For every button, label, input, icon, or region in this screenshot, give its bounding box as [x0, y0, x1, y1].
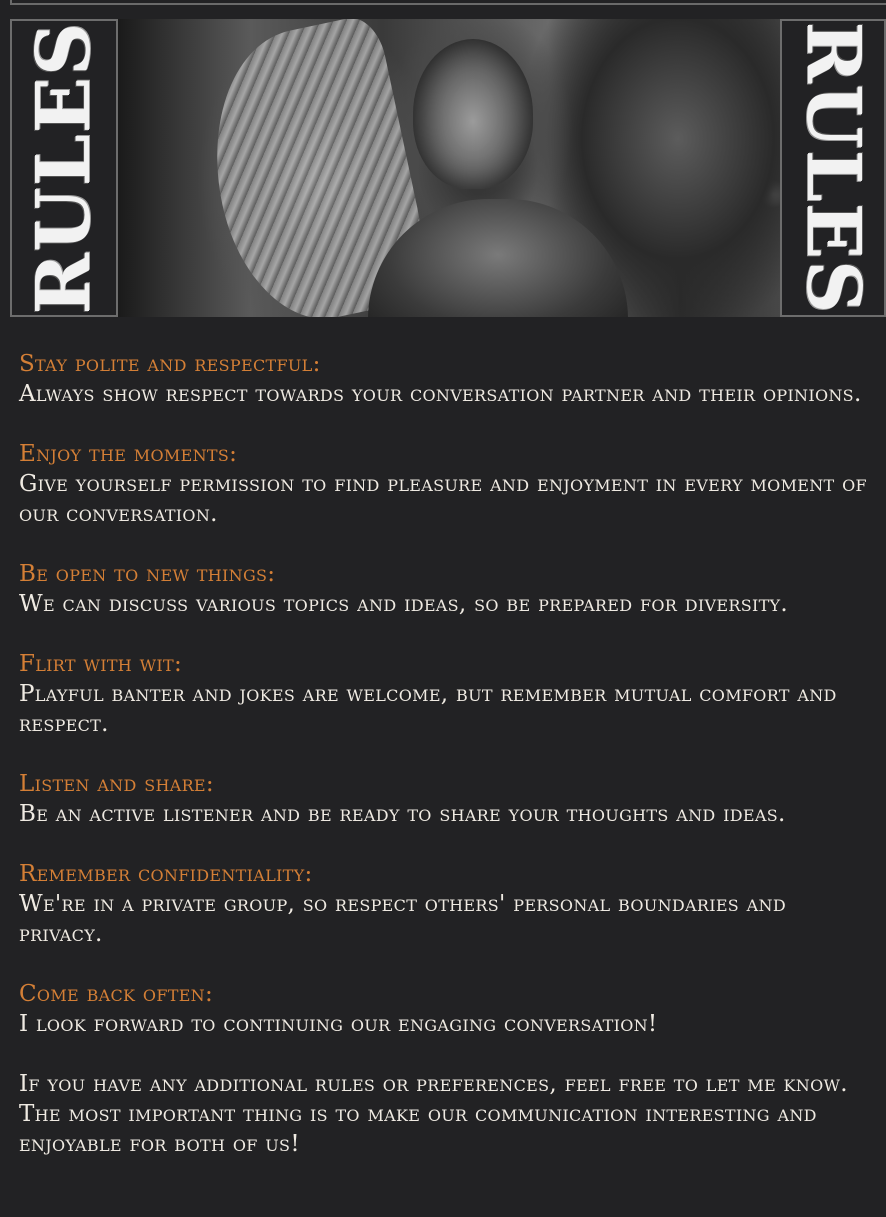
rule-text: Always show respect towards your conversation partner and their opinions. [19, 381, 862, 407]
rule-item [19, 439, 869, 529]
rule-heading: Be open to new things: [19, 561, 276, 587]
rule-heading: Listen and share: [19, 771, 214, 797]
rules-label-left-panel [10, 19, 118, 317]
rule-item [19, 649, 869, 739]
rule-text: I look forward to continuing our engaging conversation! [19, 1011, 658, 1037]
rule-text: We can discuss various topics and ideas, so be prepared for diversity. [19, 591, 789, 617]
angel-statue-photo [118, 19, 780, 317]
rule-text: Be an active listener and be ready to share your thoughts and ideas. [19, 801, 786, 827]
rule-heading: Stay polite and respectful: [19, 351, 321, 377]
rule-heading: Remember confidentiality: [19, 861, 313, 887]
rule-heading: Flirt with wit: [19, 651, 183, 677]
rules-banner [10, 19, 886, 317]
rule-text: Give yourself permission to find pleasure and enjoyment in every moment of our conversation. [19, 471, 867, 527]
rule-item [19, 769, 869, 829]
rule-item [19, 979, 869, 1039]
rule-heading: Enjoy the moments: [19, 441, 238, 467]
rules-label-left: RULES [21, 21, 107, 315]
rule-item [19, 859, 869, 949]
rule-item [19, 349, 869, 409]
closing-paragraph: If you have any additional rules or preferences, feel free to let me know. The most important thing is to make our communication interesting and enjoyable for both of us! [19, 1071, 848, 1157]
rules-list [19, 349, 869, 1159]
rule-heading: Come back often: [19, 981, 214, 1007]
rule-text: We're in a private group, so respect others' personal boundaries and privacy. [19, 891, 786, 947]
statue-head [413, 39, 533, 189]
rules-label-right: RULES [790, 21, 876, 315]
rule-item [19, 559, 869, 619]
top-divider [10, 0, 886, 5]
rule-text: Playful banter and jokes are welcome, but remember mutual comfort and respect. [19, 681, 837, 737]
rules-label-right-panel [780, 19, 886, 317]
